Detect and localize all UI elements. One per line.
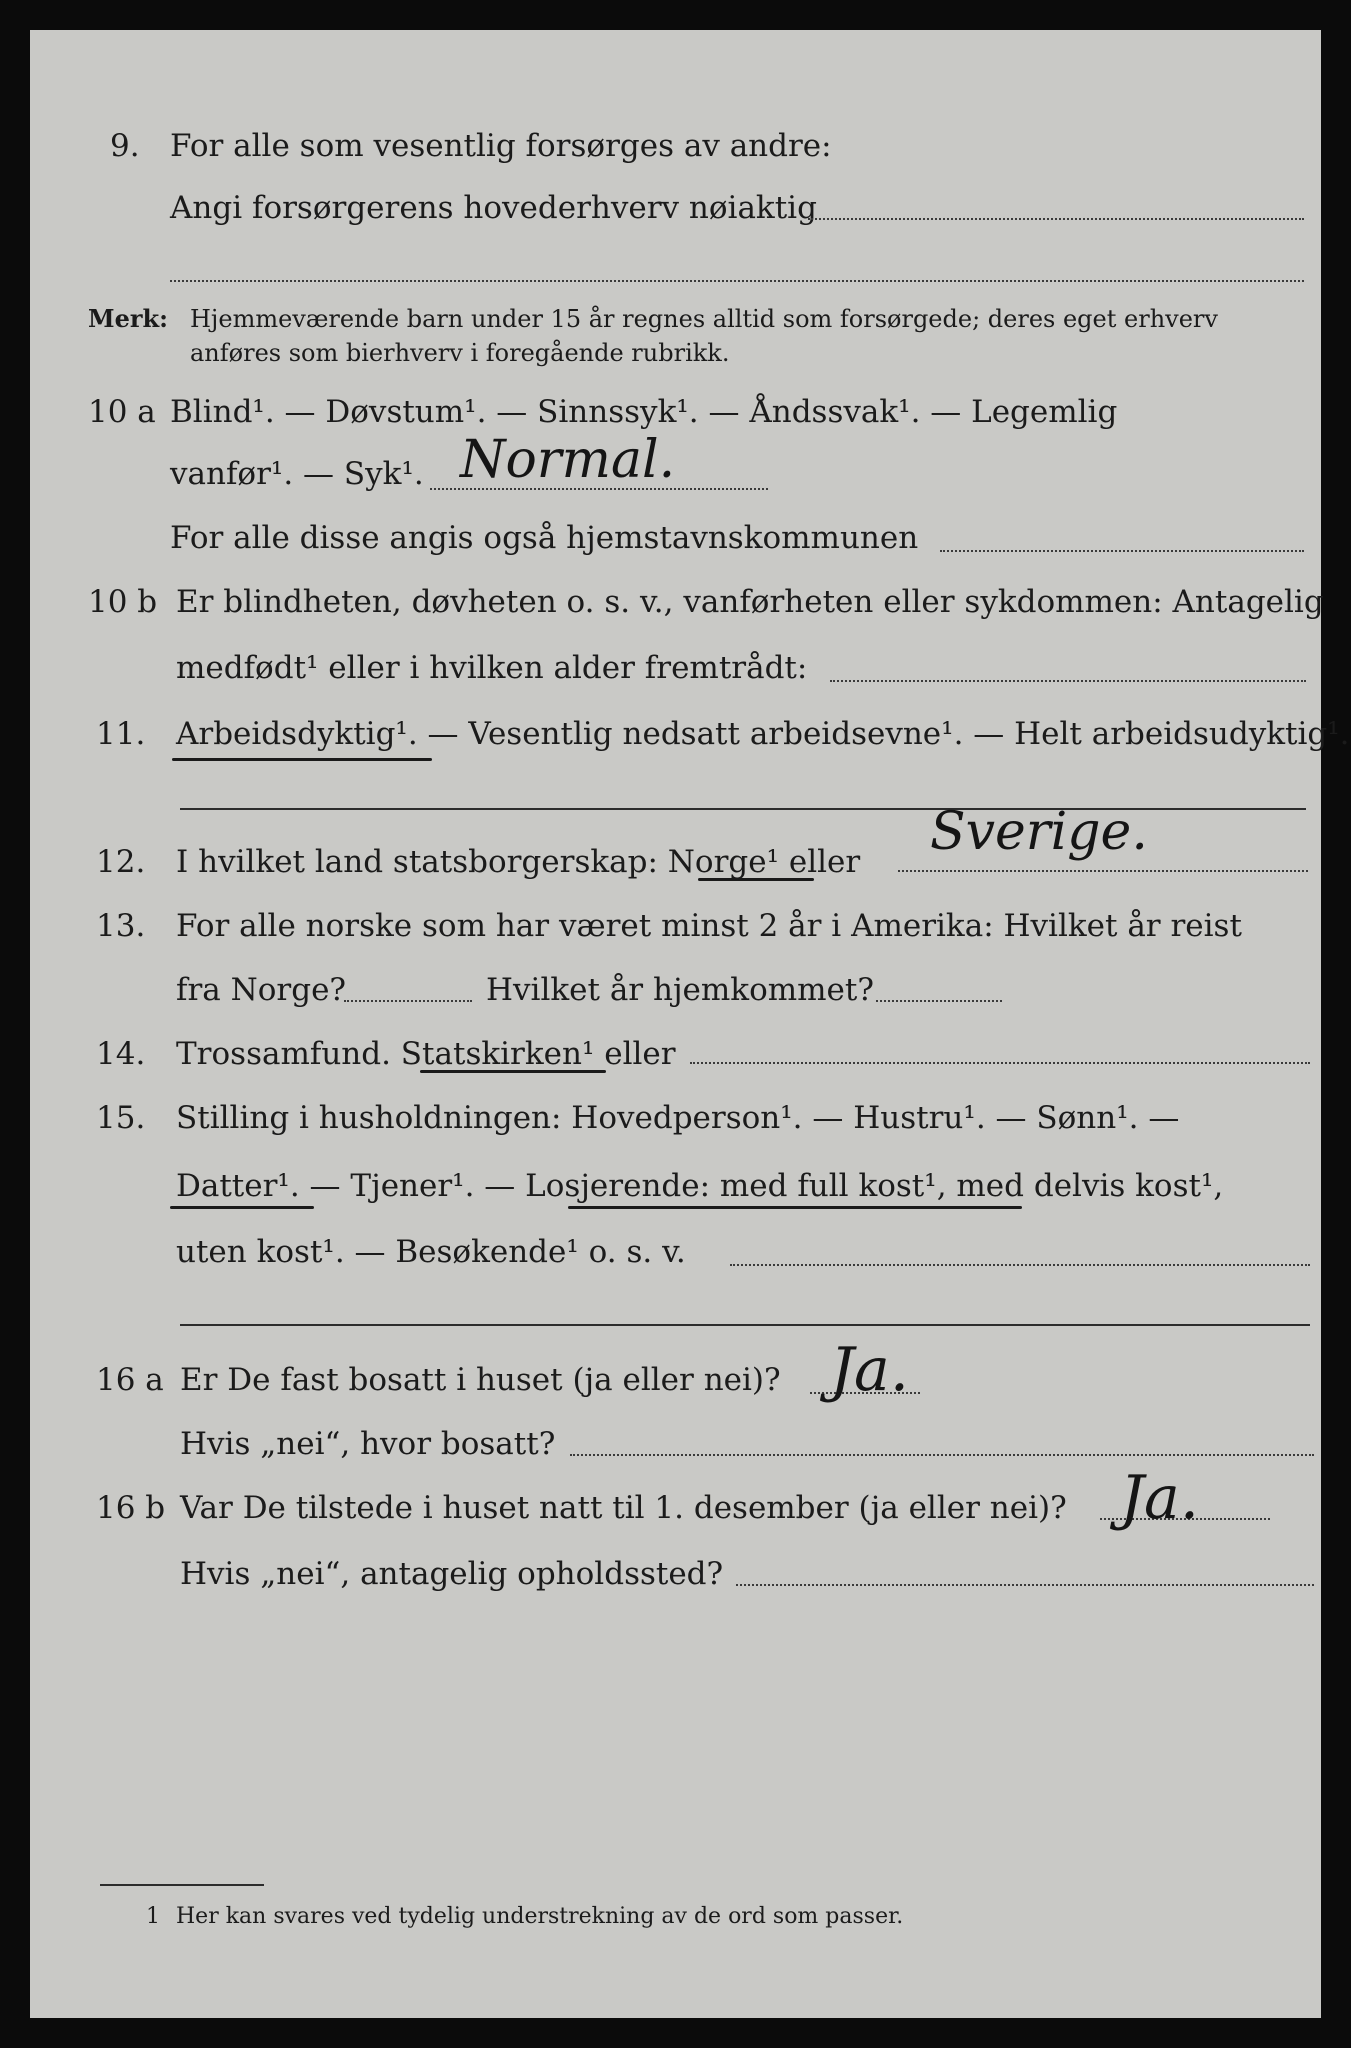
question-text: Hvis „nei“, hvor bosatt? [180, 1426, 556, 1462]
question-number: 16 b [96, 1490, 166, 1526]
handwritten-answer: Normal. [460, 430, 676, 490]
footnote-text: Her kan svares ved tydelig understrekning av de ord som passer. [176, 1904, 904, 1929]
question-text: vanfør¹. — Syk¹. [170, 456, 424, 492]
note-line1: Hjemmeværende barn under 15 år regnes alltid som forsørgede; deres eget erhverv [190, 305, 1218, 333]
question-number: 15. [96, 1100, 146, 1136]
question-text: Blind¹. — Døvstum¹. — Sinnssyk¹. — Åndssvak¹. — Legemlig [170, 394, 1118, 430]
answer-line[interactable] [940, 550, 1304, 552]
question-number: 11. [96, 716, 146, 752]
question-number: 10 b [88, 584, 158, 620]
question-text: Er De fast bosatt i huset (ja eller nei)? [180, 1362, 781, 1398]
handwritten-answer: Ja. [830, 1335, 909, 1405]
question-text: Angi forsørgerens hovederhverv nøiaktig [170, 190, 817, 226]
question-text: For alle norske som har været minst 2 år i Amerika: Hvilket år reist [176, 908, 1242, 944]
question-text: Hvis „nei“, antagelig opholdssted? [180, 1556, 724, 1592]
question-text: fra Norge? [176, 972, 347, 1008]
answer-line[interactable] [690, 1062, 1310, 1064]
question-number: 13. [96, 908, 146, 944]
question-text: Var De tilstede i huset natt til 1. desember (ja eller nei)? [180, 1490, 1067, 1526]
handwritten-answer: Sverige. [930, 802, 1148, 862]
underline-mark [170, 1206, 314, 1209]
question-number: 9. [110, 128, 140, 164]
answer-line[interactable] [180, 1324, 1310, 1326]
note-label: Merk: [88, 304, 168, 333]
question-text: I hvilket land statsborgerskap: Norge¹ eller [176, 844, 861, 880]
question-number: 14. [96, 1036, 146, 1072]
underline-mark [172, 758, 432, 761]
answer-line[interactable] [876, 1000, 1002, 1002]
question-text: Hvilket år hjemkommet? [486, 972, 874, 1008]
note-line2: anføres som bierhverv i foregående rubrikk. [190, 339, 730, 367]
answer-line[interactable] [730, 1264, 1310, 1266]
answer-line[interactable] [830, 680, 1306, 682]
answer-line[interactable] [344, 1000, 472, 1002]
answer-line[interactable] [170, 280, 1304, 282]
answer-line[interactable] [736, 1584, 1314, 1586]
footnote-mark: 1 [146, 1904, 160, 1929]
question-text: Trossamfund. Statskirken¹ eller [176, 1036, 676, 1072]
footnote-rule [100, 1884, 264, 1886]
question-text: Arbeidsdyktig¹. — Vesentlig nedsatt arbeidsevne¹. — Helt arbeidsudyktig¹. [176, 716, 1350, 752]
question-text: For alle som vesentlig forsørges av andre: [170, 128, 832, 164]
underline-mark [568, 1206, 1022, 1209]
handwritten-answer: Ja. [1120, 1463, 1199, 1533]
question-number: 12. [96, 844, 146, 880]
question-text: For alle disse angis også hjemstavnskommunen [170, 520, 919, 556]
question-number: 10 a [88, 394, 156, 430]
census-form-page [30, 30, 1350, 2018]
question-text: Er blindheten, døvheten o. s. v., vanførheten eller sykdommen: Antagelig [176, 584, 1324, 620]
question-text: Datter¹. — Tjener¹. — Losjerende: med full kost¹, med delvis kost¹, [176, 1168, 1224, 1204]
underline-mark [420, 1070, 606, 1073]
answer-line[interactable] [570, 1454, 1314, 1456]
question-text: uten kost¹. — Besøkende¹ o. s. v. [176, 1234, 686, 1270]
question-text: Stilling i husholdningen: Hovedperson¹. — Hustru¹. — Sønn¹. — [176, 1100, 1180, 1136]
underline-mark [698, 878, 814, 881]
note-block [88, 302, 168, 336]
question-text: medfødt¹ eller i hvilken alder fremtrådt: [176, 650, 808, 686]
answer-line[interactable] [808, 218, 1304, 220]
answer-line[interactable] [898, 870, 1308, 872]
question-number: 16 a [96, 1362, 164, 1398]
